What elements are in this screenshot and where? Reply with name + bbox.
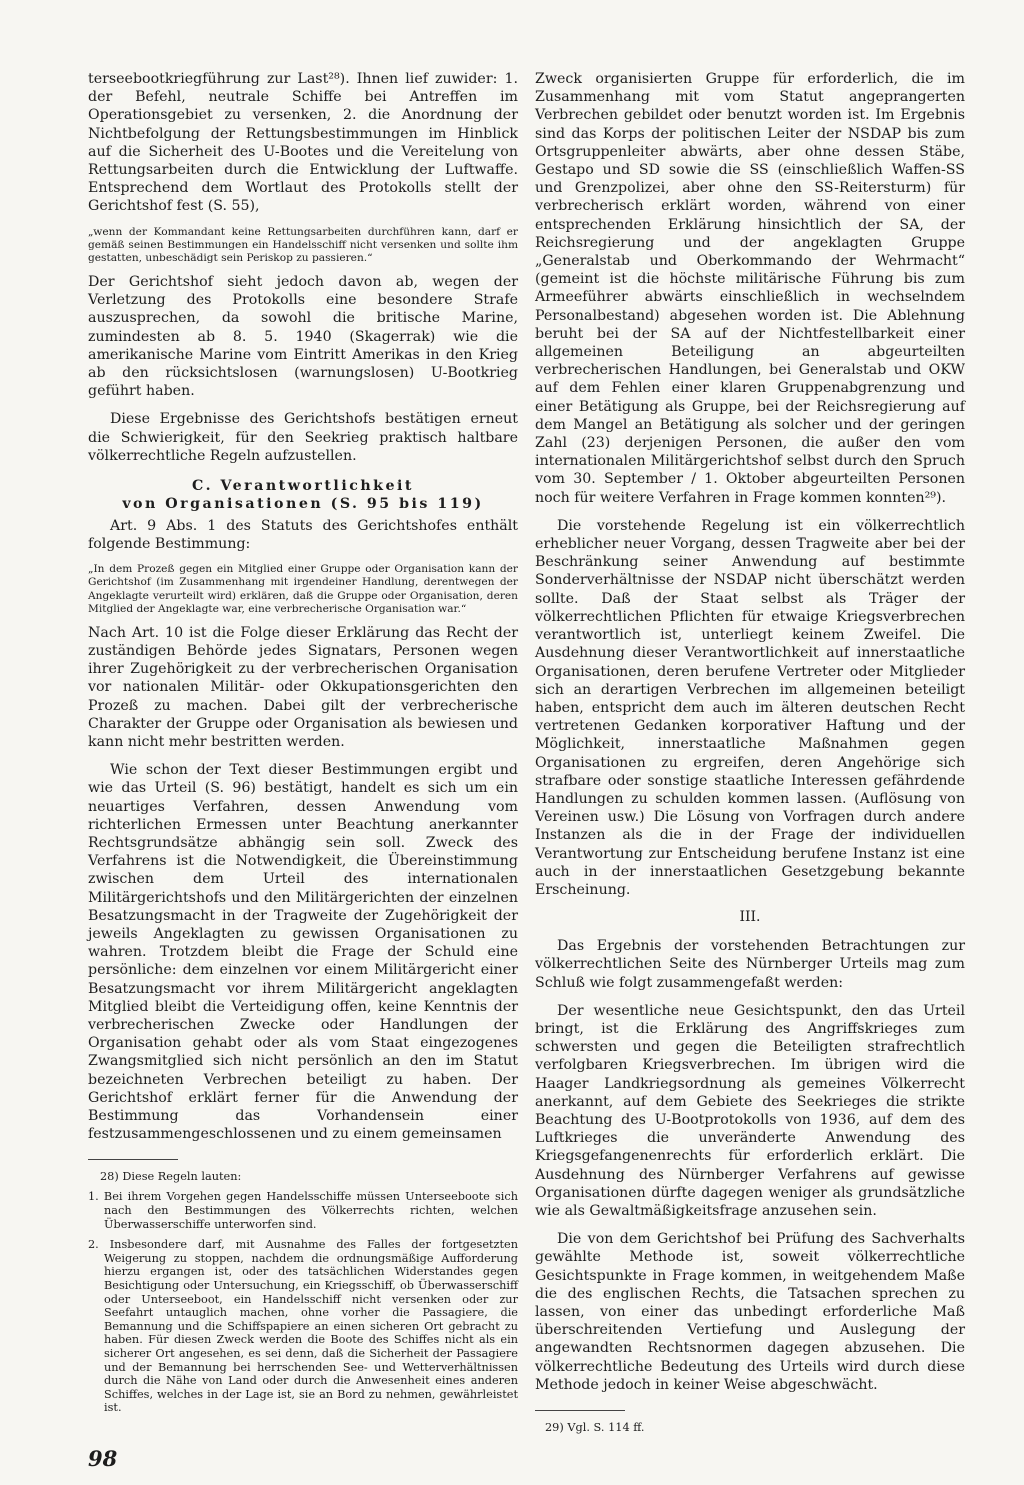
section-heading	[88, 477, 518, 513]
paragraph: Die von dem Gerichtshof bei Prüfung des Sachverhalts gewählte Methode ist, soweit völkerrechtliche Gesichtspunkte in Frage kommen, in weitgehendem Maße die des englischen Rechts, die Tatsachen sprechen zu lassen, von einer das unbedingt erforderliche Maß überschreitenden Vertiefung und Auslegung der angewandten Rechtsnormen dagegen abzusehen. Die völkerrechtliche Bedeutung des Urteils wird durch diese Methode jedoch in keiner Weise abgeschwächt.	[535, 1231, 965, 1393]
footnote-28-heading: 28) Diese Regeln lauten:	[100, 1170, 242, 1184]
footnote-28-item-2: 2. Insbesondere darf, mit Ausnahme des Falles der fortgesetzten Weigerung zu stoppen, nachdem die ordnungsmäßige Aufforderung hierzu ergangen ist, oder des tatsächlichen Widerstandes gegen Besichtigung oder Untersuchung, ein Kriegsschiff, ob Überwasserschiff oder Unterseeboot, ein Handelsschiff nicht versenken oder zur Seefahrt untauglich machen, ohne vorher die Passagiere, die Bemannung und die Schiffspapiere an einen sicheren Ort gebracht zu haben. Für diesen Zweck werden die Boote des Schiffes nicht als ein sicherer Ort angesehen, es sei denn, daß die Sicherheit der Passagiere und der Bemannung bei herrschenden See- und Wetterverhältnissen durch die Nähe von Land oder durch die Anwesenheit eines anderen Schiffes, welches in der Lage ist, sie an Bord zu nehmen, gewährleistet ist.	[88, 1238, 518, 1415]
paragraph: Das Ergebnis der vorstehenden Betrachtungen zur völkerrechtlichen Seite des Nürnberger Urteils mag zum Schluß wie folgt zusammengefaßt werden:	[535, 938, 965, 991]
paragraph: terseebootkriegführung zur Last²⁸). Ihnen lief zuwider: 1. der Befehl, neutrale Schiffe bei Antreffen im Operationsgebiet zu versenken, 2. die Anordnung der Nichtbefolgung der Rettungsbestimmungen im Hinblick auf die Sicherheit des U-Bootes und die Vereitelung von Rettungsarbeiten durch die Entwicklung der Luftwaffe. Entsprechend dem Wortlaut des Protokolls stellt der Gerichtshof fest (S. 55),	[88, 71, 518, 215]
paragraph: Der wesentliche neue Gesichtspunkt, den das Urteil bringt, ist die Erklärung des Angriffskrieges zum schwersten und gegen die Beteiligten strafrechtlich verfolgbaren Kriegsverbrechen. Im übrigen wird die Haager Landkriegsordnung als gemeines Völkerrecht anerkannt, auf dem Gebiete des Seekrieges die strikte Beachtung des U-Bootprotokolls von 1936, auf dem des Luftkrieges die unveränderte Anwendung des Kriegsgefangenenrechts für erforderlich erklärt. Die Ausdehnung des Nürnberger Verfahrens auf gewisse Organisationen dürfte dagegen weniger als grundsätzliche wie als Gewaltmäßigkeitsfrage anzusehen sein.	[535, 1002, 965, 1219]
paragraph: Art. 9 Abs. 1 des Statuts des Gerichtshofes enthält folgende Bestimmung:	[88, 517, 518, 553]
section-number: III.	[739, 909, 761, 926]
footnote-28-item-1: 1. Bei ihrem Vorgehen gegen Handelsschiffe müssen Unterseeboote sich nach den Bestimmungen des Völkerrechts richten, welchen Überwasserschiffe unterworfen sind.	[88, 1190, 518, 1231]
footnote-divider	[535, 1410, 625, 1411]
paragraph: Zweck organisierten Gruppe für erforderlich, die im Zusammenhang mit vom Statut angeprangerten Verbrechen gebildet oder benutzt worden ist. Im Ergebnis sind das Korps der politischen Leiter der NSDAP bis zum Ortsgruppenleiter abwärts, aber ohne dessen Stäbe, Gestapo und SD sowie die SS (einschließlich Waffen-SS und Grenzpolizei, aber ohne den SS-Reitersturm) für verbrecherisch erklärt worden, während von einer entsprechenden Erklärung hinsichtlich der SA, der Reichsregierung und der angeklagten Gruppe „Generalstab und Oberkommando der Wehrmacht“ (gemeint ist die höchste militärische Führung bis zum Armeeführer abwärts einschließlich in wechselndem Personalbestand) abgesehen worden ist. Die Ablehnung beruht bei der SA auf der Nichtfestellbarkeit einer allgemeinen Beteiligung an abgeurteilten verbrecherischen Handlungen, bei Generalstab und OKW auf dem Fehlen einer klaren Gruppenabgrenzung und einer Betätigung als Gruppe, bei der Reichsregierung auf dem Mangel an Betätigung als solcher und der geringen Zahl (23) derjenigen Personen, die außer den vom internationalen Militärgerichtshof selbst durch den Spruch vom 30. September / 1. Oktober abgeurteilten Personen noch für weitere Verfahren in Frage kommen konnten²⁹).	[535, 71, 965, 506]
paragraph: Nach Art. 10 ist die Folge dieser Erklärung das Recht der zuständigen Behörde jedes Signatars, Personen wegen ihrer Zugehörigkeit zu der verbrecherischen Organisation vor nationalen Militär- oder Okkupationsgerichten den Prozeß zu machen. Dabei gilt der verbrecherische Charakter der Gruppe oder Organisation als bewiesen und kann nicht mehr bestritten werden.	[88, 624, 518, 750]
paragraph: Der Gerichtshof sieht jedoch davon ab, wegen der Verletzung des Protokolls eine besondere Strafe auszusprechen, da sowohl die britische Marine, zumindesten ab 8. 5. 1940 (Skagerrak) wie die amerikanische Marine vom Eintritt Amerikas in den Krieg ab den rücksichtslosen (warnungslosen) U-Bootkrieg geführt haben.	[88, 273, 518, 400]
section-heading-line2: von Organisationen (S. 95 bis 119)	[122, 495, 484, 512]
footnote-29: 29) Vgl. S. 114 ff.	[545, 1421, 645, 1435]
page-number: 98	[88, 1446, 118, 1471]
footnote-divider	[88, 1159, 178, 1160]
quotation: „In dem Prozeß gegen ein Mitglied einer Gruppe oder Organisation kann der Gerichtshof (im Zusammenhang mit irgendeiner Handlung, derentwegen der Angeklagte verurteilt wird) erklären, daß die Gruppe oder Organisation, deren Mitglied der Angeklagte war, eine verbrecherische Organisation war.“	[88, 563, 518, 615]
left-column	[88, 70, 518, 1422]
quotation: „wenn der Kommandant keine Rettungsarbeiten durchführen kann, darf er gemäß seinen Bestimmungen ein Handelsschiff nicht versenken und sollte ihm gestatten, unbeschädigt sein Periskop zu passieren.“	[88, 225, 518, 264]
paragraph: Diese Ergebnisse des Gerichtshofs bestätigen erneut die Schwierigkeit, für den Seekrieg praktisch haltbare völkerrechtliche Regeln aufzustellen.	[88, 411, 518, 464]
paragraph: Wie schon der Text dieser Bestimmungen ergibt und wie das Urteil (S. 96) bestätigt, handelt es sich um ein neuartiges Verfahren, dessen Anwendung vom richterlichen Ermessen unter Beachtung anerkannter Rechtsgrundsätze abhängig sein soll. Zweck des Verfahrens ist die Notwendigkeit, die Übereinstimmung zwischen dem Urteil des internationalen Militärgerichtshofs und den Militärgerichten der einzelnen Besatzungsmacht in der Tragweite der Zugehörigkeit der jeweils Angeklagten zu gewissen Organisationen zu wahren. Trotzdem bleibt die Frage der Schuld eine persönliche: dem einzelnen vor einem Militärgericht einer Besatzungsmacht vor ihrem Militärgericht angeklagten Mitglied bleibt die Verteidigung offen, keine Kenntnis der verbrecherischen Zwecke oder Handlungen der Organisation gehabt oder als vom Staat eingezogenes Zwangsmitglied sich nicht persönlich an den im Statut bezeichneten Verbrechen beteiligt zu haben. Der Gerichtshof erklärt ferner für die Anwendung der Bestimmung das Vorhandensein einer festzusammengeschlossenen und zu einem gemeinsamen	[88, 762, 518, 1143]
right-column	[535, 70, 965, 1434]
section-heading-line1: C. Verantwortlichkeit	[192, 477, 414, 494]
paragraph: Die vorstehende Regelung ist ein völkerrechtlich erheblicher neuer Vorgang, dessen Tragweite aber bei der Beschränkung seiner Anwendung auf bestimmte Sonderverhältnisse der NSDAP nicht überschätzt werden sollte. Daß der Staat selbst als Träger der völkerrechtlichen Pflichten für etwaige Kriegsverbrechen verantwortlich ist, unterliegt keinem Zweifel. Die Ausdehnung dieser Verantwortlichkeit auf innerstaatliche Organisationen, deren berufene Vertreter oder Mitglieder sich an derartigen Verbrechen im allgemeinen beteiligt haben, entspricht dem auch im älteren deutschen Recht vertretenen Gedanken korporativer Haftung und der Möglichkeit, innerstaatliche Maßnahmen gegen Organisationen zu ergreifen, deren Angehörige sich strafbare oder sonstige staatliche Interessen gefährdende Handlungen zu schulden kommen lassen. (Auflösung von Vereinen usw.) Die Lösung von Vorfragen durch andere Instanzen als die in der Frage der individuellen Verantwortung zur Entscheidung berufene Instanz ist eine auch in der innerstaatlichen Gesetzgebung bekannte Erscheinung.	[535, 517, 965, 898]
